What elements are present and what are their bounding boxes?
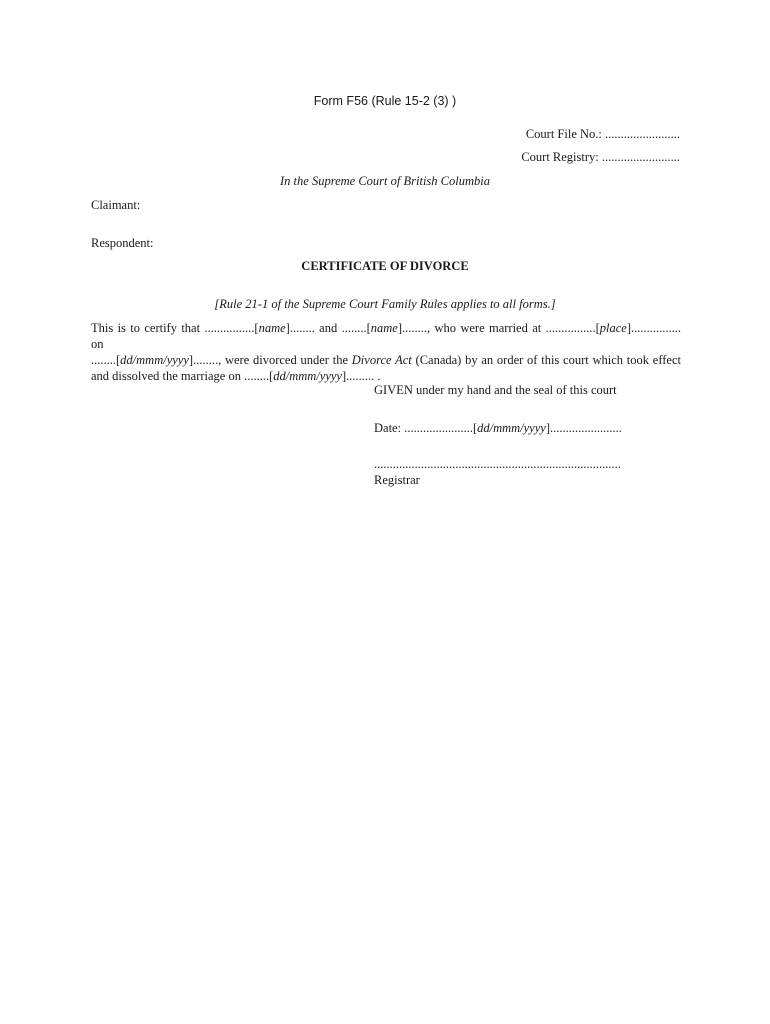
court-registry: Court Registry: .........................: [521, 150, 680, 164]
document-title: CERTIFICATE OF DIVORCE: [301, 259, 469, 273]
certification-paragraph: [91, 320, 681, 384]
given-statement: GIVEN under my hand and the seal of this court: [374, 383, 617, 397]
claimant-label: Claimant:: [91, 198, 141, 212]
certification-line-2: ........[dd/mmm/yyyy]........, were divorced under the Divorce Act (Canada) by an order of this court which took effect: [91, 353, 682, 367]
signature-line: ...............................................................................: [374, 457, 621, 471]
court-file-number: Court File No.: ........................: [525, 127, 680, 141]
court-name: In the Supreme Court of British Columbia: [280, 174, 490, 188]
respondent-label: Respondent:: [91, 236, 154, 250]
date-line: Date: ......................[dd/mmm/yyyy].......................: [374, 421, 622, 435]
form-number: Form F56 (Rule 15-2 (3) ): [313, 94, 457, 108]
registrar-label: Registrar: [374, 473, 420, 487]
certification-line-3: and dissolved the marriage on ........[dd/mmm/yyyy]......... .: [91, 369, 381, 383]
rule-note: [Rule 21-1 of the Supreme Court Family Rules applies to all forms.]: [214, 297, 556, 311]
certification-line-1: This is to certify that ................[name]........ and ........[name]........, who were married at ................[place]................ on: [91, 321, 682, 351]
